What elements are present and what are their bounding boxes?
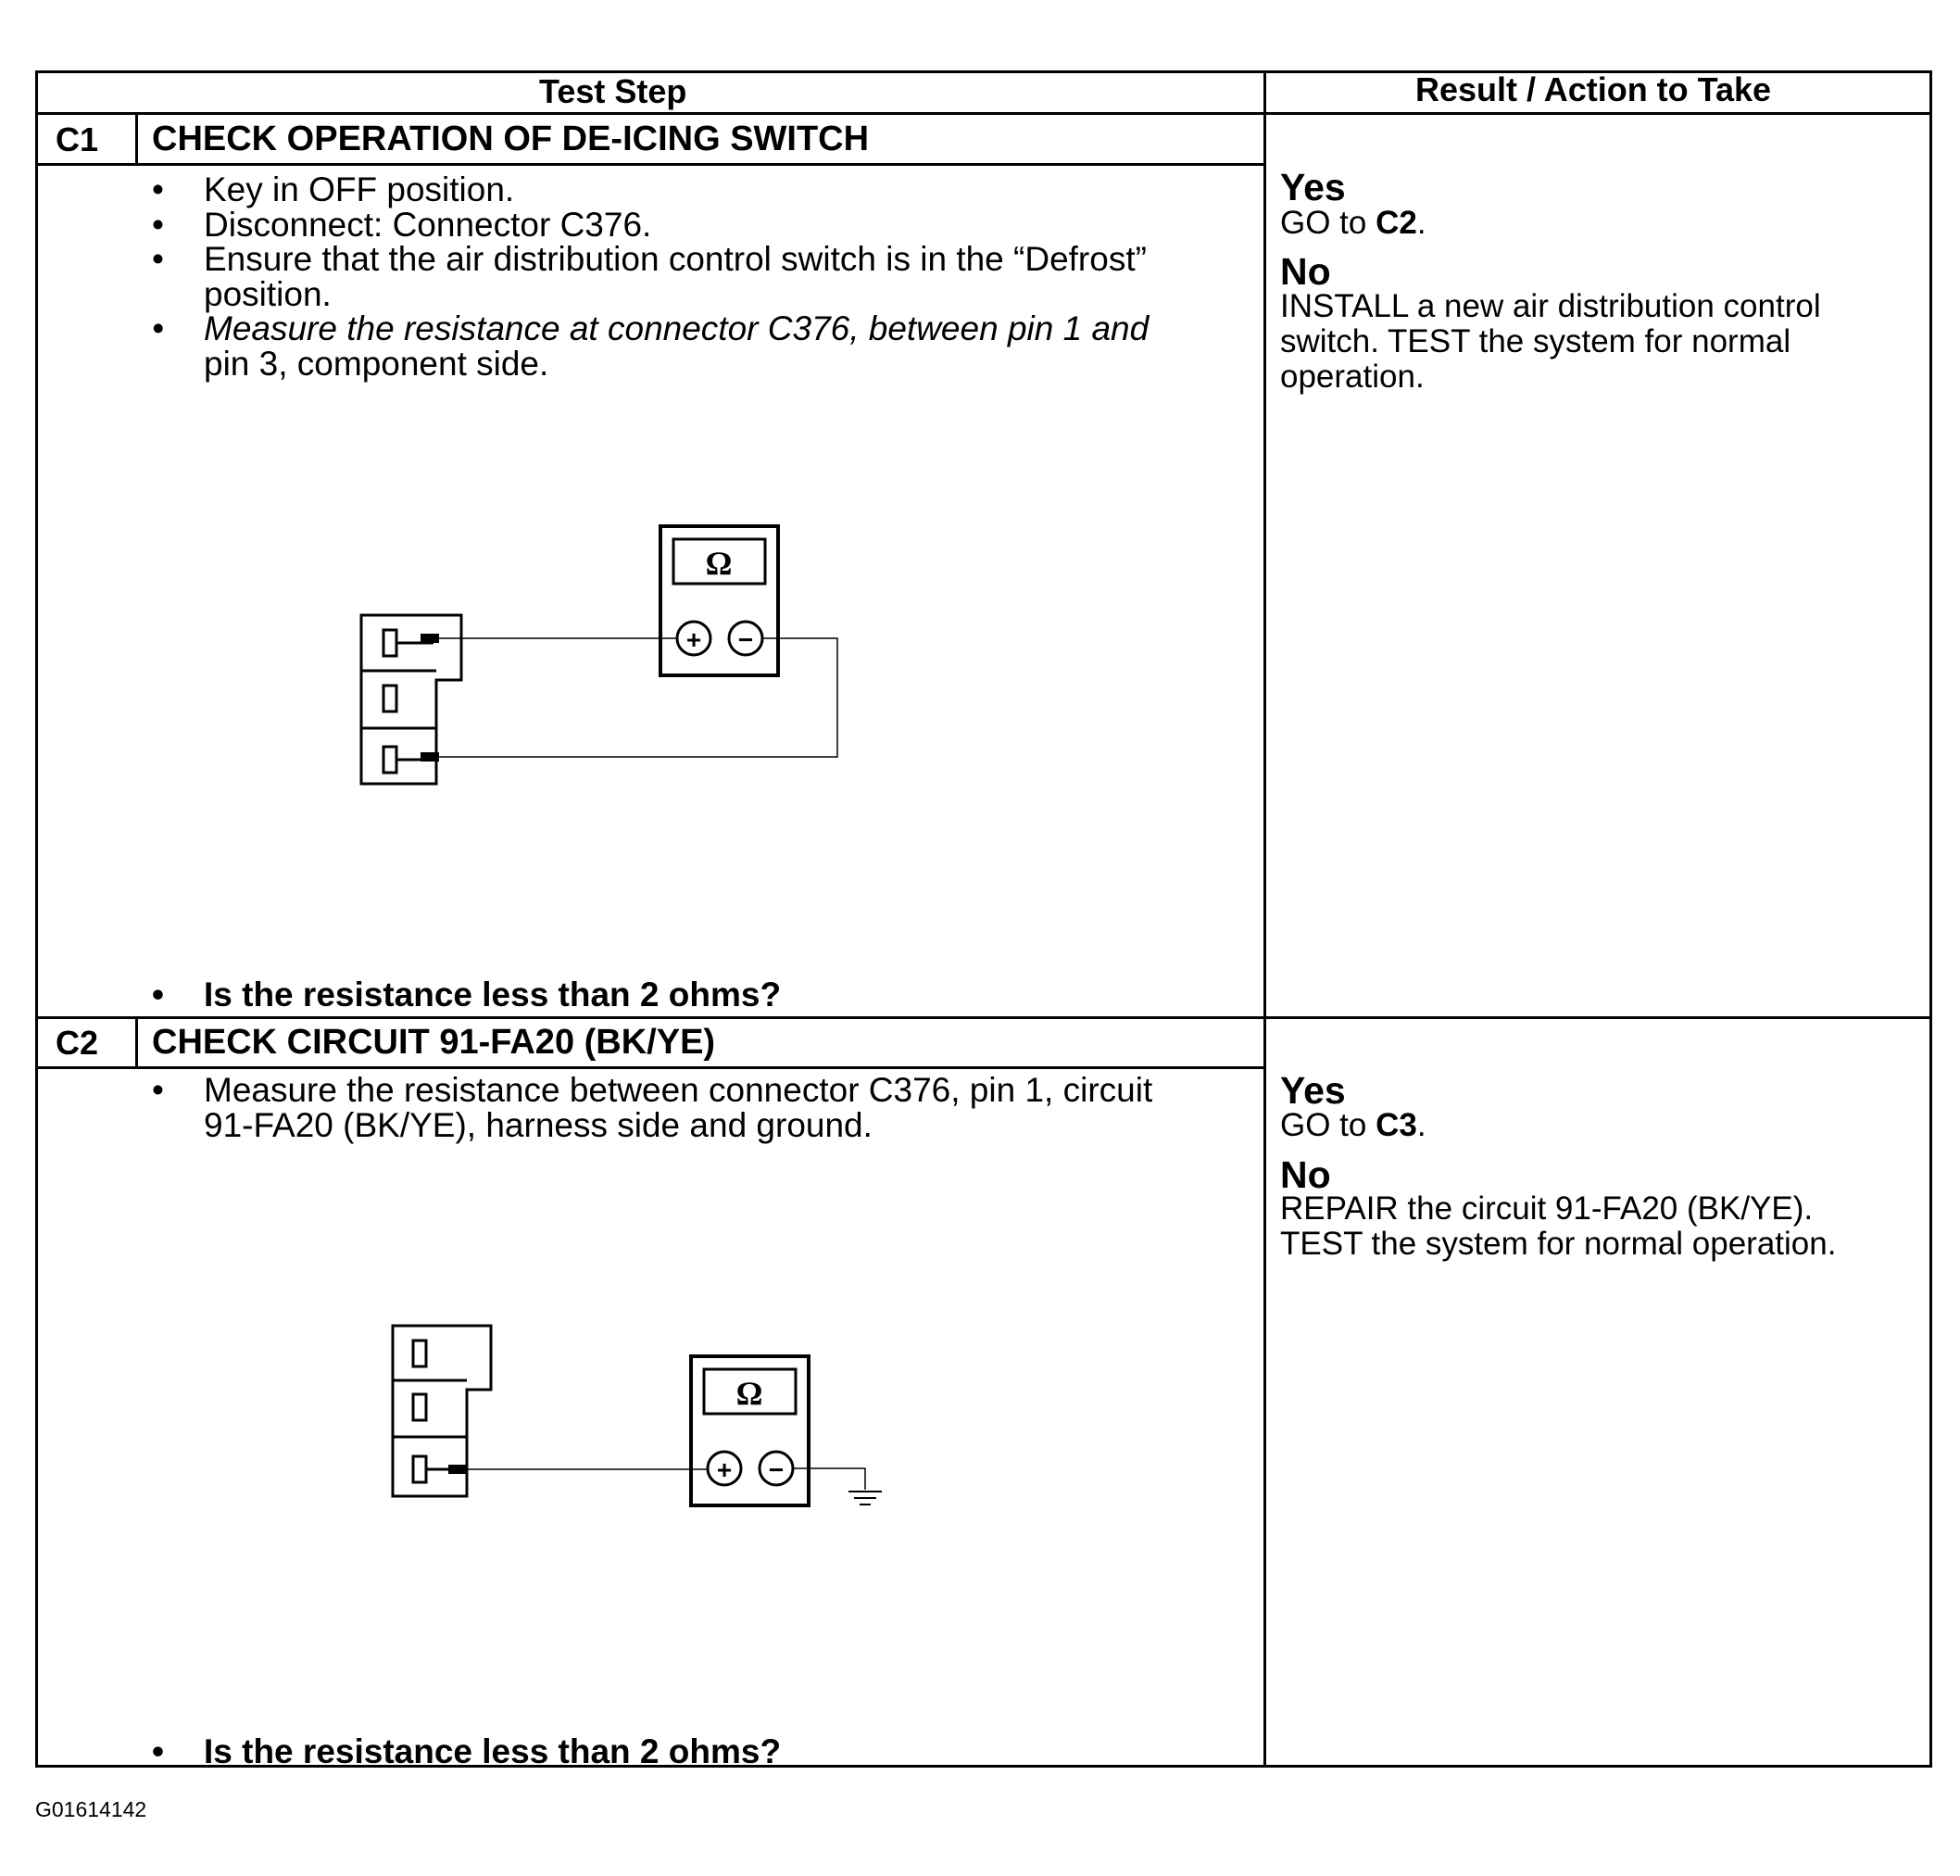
c2-pin-3 — [413, 1456, 426, 1482]
list-item: pin 3, component side. — [204, 344, 549, 383]
step-title-c1: CHECK OPERATION OF DE-ICING SWITCH — [152, 120, 870, 158]
step-title-c2: CHECK CIRCUIT 91-FA20 (BK/YE) — [152, 1023, 716, 1062]
list-item: • Measure the resistance at connector C376, between pin 1 and — [152, 309, 1150, 347]
c1-no-action-line-3: operation. — [1280, 359, 1425, 395]
c1-yes-label: Yes — [1280, 166, 1346, 208]
c1-no-label: No — [1280, 250, 1331, 293]
c1-no-action-line-1: INSTALL a new air distribution control — [1280, 288, 1821, 324]
step-id-c1: C1 — [56, 120, 99, 158]
list-item: • Ensure that the air distribution control switch is in the “Defrost” — [152, 240, 1147, 278]
c1-ohm-symbol: Ω — [705, 545, 733, 582]
c2-yes-action: GO to C3. — [1280, 1107, 1426, 1143]
c2-plus-sign: + — [716, 1455, 733, 1484]
list-item: 91-FA20 (BK/YE), harness side and ground. — [204, 1105, 873, 1144]
c2-pin-2 — [413, 1394, 426, 1420]
header-test-step: Test Step — [539, 72, 687, 110]
c2-pin-1 — [413, 1341, 426, 1366]
c2-no-action-line-1: REPAIR the circuit 91-FA20 (BK/YE). — [1280, 1190, 1814, 1227]
list-item: position. — [204, 274, 332, 313]
c2-minus-sign: − — [768, 1455, 785, 1484]
c2-yes-label: Yes — [1280, 1069, 1346, 1112]
c1-minus-sign: − — [737, 625, 754, 654]
list-item: • Measure the resistance between connector C376, pin 1, circuit — [152, 1071, 1153, 1109]
c2-ohm-symbol: Ω — [735, 1375, 763, 1412]
c2-no-label: No — [1280, 1153, 1331, 1196]
c1-question: • Is the resistance less than 2 ohms? — [152, 976, 782, 1014]
c2-lead-ground — [793, 1468, 865, 1490]
c1-plus-sign: + — [685, 625, 702, 654]
c2-question: • Is the resistance less than 2 ohms? — [152, 1732, 782, 1770]
c1-no-action-line-2: switch. TEST the system for normal — [1280, 323, 1791, 359]
list-item: • Disconnect: Connector C376. — [152, 205, 652, 244]
c1-yes-action: GO to C2. — [1280, 205, 1426, 241]
step-id-c2: C2 — [56, 1024, 99, 1062]
header-result-action: Result / Action to Take — [1415, 70, 1772, 108]
figure-id: G01614142 — [35, 1797, 147, 1821]
list-item: • Key in OFF position. — [152, 170, 515, 208]
c2-no-action-line-2: TEST the system for normal operation. — [1280, 1226, 1837, 1262]
